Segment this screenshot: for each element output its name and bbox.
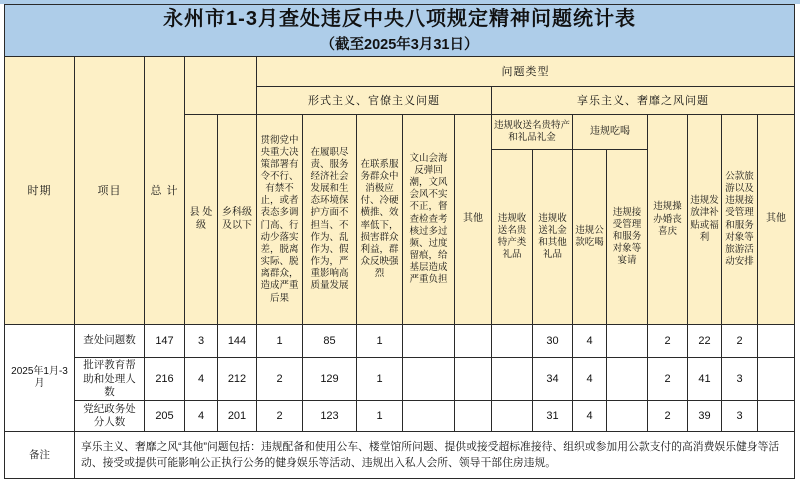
cell-dining-public: 4 bbox=[573, 358, 607, 401]
header-row-problem-type bbox=[5, 57, 795, 87]
cell-travel: 2 bbox=[722, 325, 758, 358]
cell-meetings bbox=[403, 325, 455, 358]
title-subtitle: （截至2025年3月31日） bbox=[320, 36, 479, 53]
header-hedonism-group: 享乐主义、奢靡之风问题 bbox=[492, 87, 795, 115]
cell-hedonism-other bbox=[758, 358, 795, 401]
title-main: 永州市1-3月查处违反中央八项规定精神问题统计表 bbox=[163, 8, 636, 30]
cell-masses: 1 bbox=[357, 325, 403, 358]
row-label: 批评教育帮助和处理人数 bbox=[75, 358, 145, 401]
cell-gift-cash: 31 bbox=[533, 401, 573, 432]
cell-gift-cash: 34 bbox=[533, 358, 573, 401]
remark-text: 享乐主义、奢靡之风“其他”问题包括：违规配备和使用公车、楼堂馆所问题、提供或接受超标准接待、组织或参加用公款支付的高消费娱乐健身等活动、接受或提供可能影响公正执行公务的健身娱乐等活动、违规出入私人会所、领导干部住房违规。 bbox=[75, 432, 795, 479]
cell-masses: 1 bbox=[357, 401, 403, 432]
cell-duty: 123 bbox=[303, 401, 357, 432]
header-item: 项目 bbox=[75, 57, 145, 325]
cell-policy: 2 bbox=[257, 358, 303, 401]
header-form-col-masses: 在联系服务群众中消极应付、冷硬横推、效率低下，损害群众利益，群众反映强烈 bbox=[357, 115, 403, 325]
row-label: 党纪政务处分人数 bbox=[75, 401, 145, 432]
cell-dining-banquet bbox=[607, 358, 648, 401]
header-formalism-group: 形式主义、官僚主义问题 bbox=[257, 87, 492, 115]
header-dining-col-public-funds: 违规公款吃喝 bbox=[573, 150, 607, 325]
cell-meetings bbox=[403, 358, 455, 401]
table-row-people-disciplined bbox=[5, 401, 795, 432]
table-title bbox=[5, 5, 795, 57]
cell-township: 201 bbox=[218, 401, 257, 432]
remark-label: 备注 bbox=[5, 432, 75, 479]
cell-subsidies: 22 bbox=[688, 325, 722, 358]
cell-gift-specialty bbox=[492, 401, 533, 432]
header-total: 总 计 bbox=[145, 57, 185, 325]
title-row bbox=[5, 5, 795, 57]
cell-township: 144 bbox=[218, 325, 257, 358]
cell-gift-cash: 30 bbox=[533, 325, 573, 358]
header-hedonism-col-weddings: 违规操办婚丧喜庆 bbox=[648, 115, 688, 325]
cell-policy: 1 bbox=[257, 325, 303, 358]
header-form-col-duty: 在履职尽责、服务经济社会发展和生态环境保护方面不担当、不作为、乱作为、假作为，严重影响高质量发展 bbox=[303, 115, 357, 325]
cell-gift-specialty bbox=[492, 358, 533, 401]
cell-subsidies: 39 bbox=[688, 401, 722, 432]
header-dining-col-banquets: 违规接受管理和服务对象等宴请 bbox=[607, 150, 648, 325]
cell-total: 216 bbox=[145, 358, 185, 401]
remark-row bbox=[5, 432, 795, 479]
cell-hedonism-other bbox=[758, 401, 795, 432]
cell-weddings: 2 bbox=[648, 358, 688, 401]
cell-travel: 3 bbox=[722, 401, 758, 432]
header-gift-col-specialty: 违规收送名贵特产类礼品 bbox=[492, 150, 533, 325]
header-gift-col-cash: 违规收送礼金和其他礼品 bbox=[533, 150, 573, 325]
cell-gift-specialty bbox=[492, 325, 533, 358]
cell-form-other bbox=[455, 358, 492, 401]
header-form-col-policy: 贯彻党中央重大决策部署有令不行、有禁不止，或者表态多调门高、行动少落实差，脱离实际、脱离群众，造成严重后果 bbox=[257, 115, 303, 325]
cell-masses: 1 bbox=[357, 358, 403, 401]
header-period: 时期 bbox=[5, 57, 75, 325]
header-form-col-other: 其他 bbox=[455, 115, 492, 325]
statistics-table bbox=[4, 4, 795, 479]
cell-dining-public: 4 bbox=[573, 325, 607, 358]
cell-total: 205 bbox=[145, 401, 185, 432]
cell-duty: 129 bbox=[303, 358, 357, 401]
cell-total: 147 bbox=[145, 325, 185, 358]
header-hedonism-col-other: 其他 bbox=[758, 115, 795, 325]
cell-subsidies: 41 bbox=[688, 358, 722, 401]
header-gift-group: 违规收送名贵特产和礼品礼金 bbox=[492, 115, 573, 150]
cell-dining-banquet bbox=[607, 325, 648, 358]
period-cell: 2025年1月-3月 bbox=[5, 325, 75, 432]
cell-county: 3 bbox=[185, 325, 218, 358]
header-township-level: 乡科级及以下 bbox=[218, 115, 257, 325]
header-dining-group: 违规吃喝 bbox=[573, 115, 648, 150]
row-label: 查处问题数 bbox=[75, 325, 145, 358]
cell-meetings bbox=[403, 401, 455, 432]
table-row-people-helped bbox=[5, 358, 795, 401]
table-row-problems-found bbox=[5, 325, 795, 358]
header-hedonism-col-subsidies: 违规发放津补贴或福利 bbox=[688, 115, 722, 325]
header-problem-type: 问题类型 bbox=[257, 57, 795, 87]
cell-form-other bbox=[455, 401, 492, 432]
header-hedonism-col-travel: 公款旅游以及违规接受管理和服务对象等旅游活动安排 bbox=[722, 115, 758, 325]
cell-township: 212 bbox=[218, 358, 257, 401]
cell-dining-public: 4 bbox=[573, 401, 607, 432]
cell-policy: 2 bbox=[257, 401, 303, 432]
cell-form-other bbox=[455, 325, 492, 358]
cell-hedonism-other bbox=[758, 325, 795, 358]
cell-county: 4 bbox=[185, 358, 218, 401]
cell-county: 4 bbox=[185, 401, 218, 432]
cell-weddings: 2 bbox=[648, 401, 688, 432]
cell-duty: 85 bbox=[303, 325, 357, 358]
cell-dining-banquet bbox=[607, 401, 648, 432]
cell-travel: 3 bbox=[722, 358, 758, 401]
cell-weddings: 2 bbox=[648, 325, 688, 358]
header-county-level: 县 处 级 bbox=[185, 115, 218, 325]
header-form-col-meetings: 文山会海反弹回潮，文风会风不实不正，督查检查考核过多过频、过度留痕，给基层造成严重负担 bbox=[403, 115, 455, 325]
header-level-spacer bbox=[185, 57, 257, 115]
